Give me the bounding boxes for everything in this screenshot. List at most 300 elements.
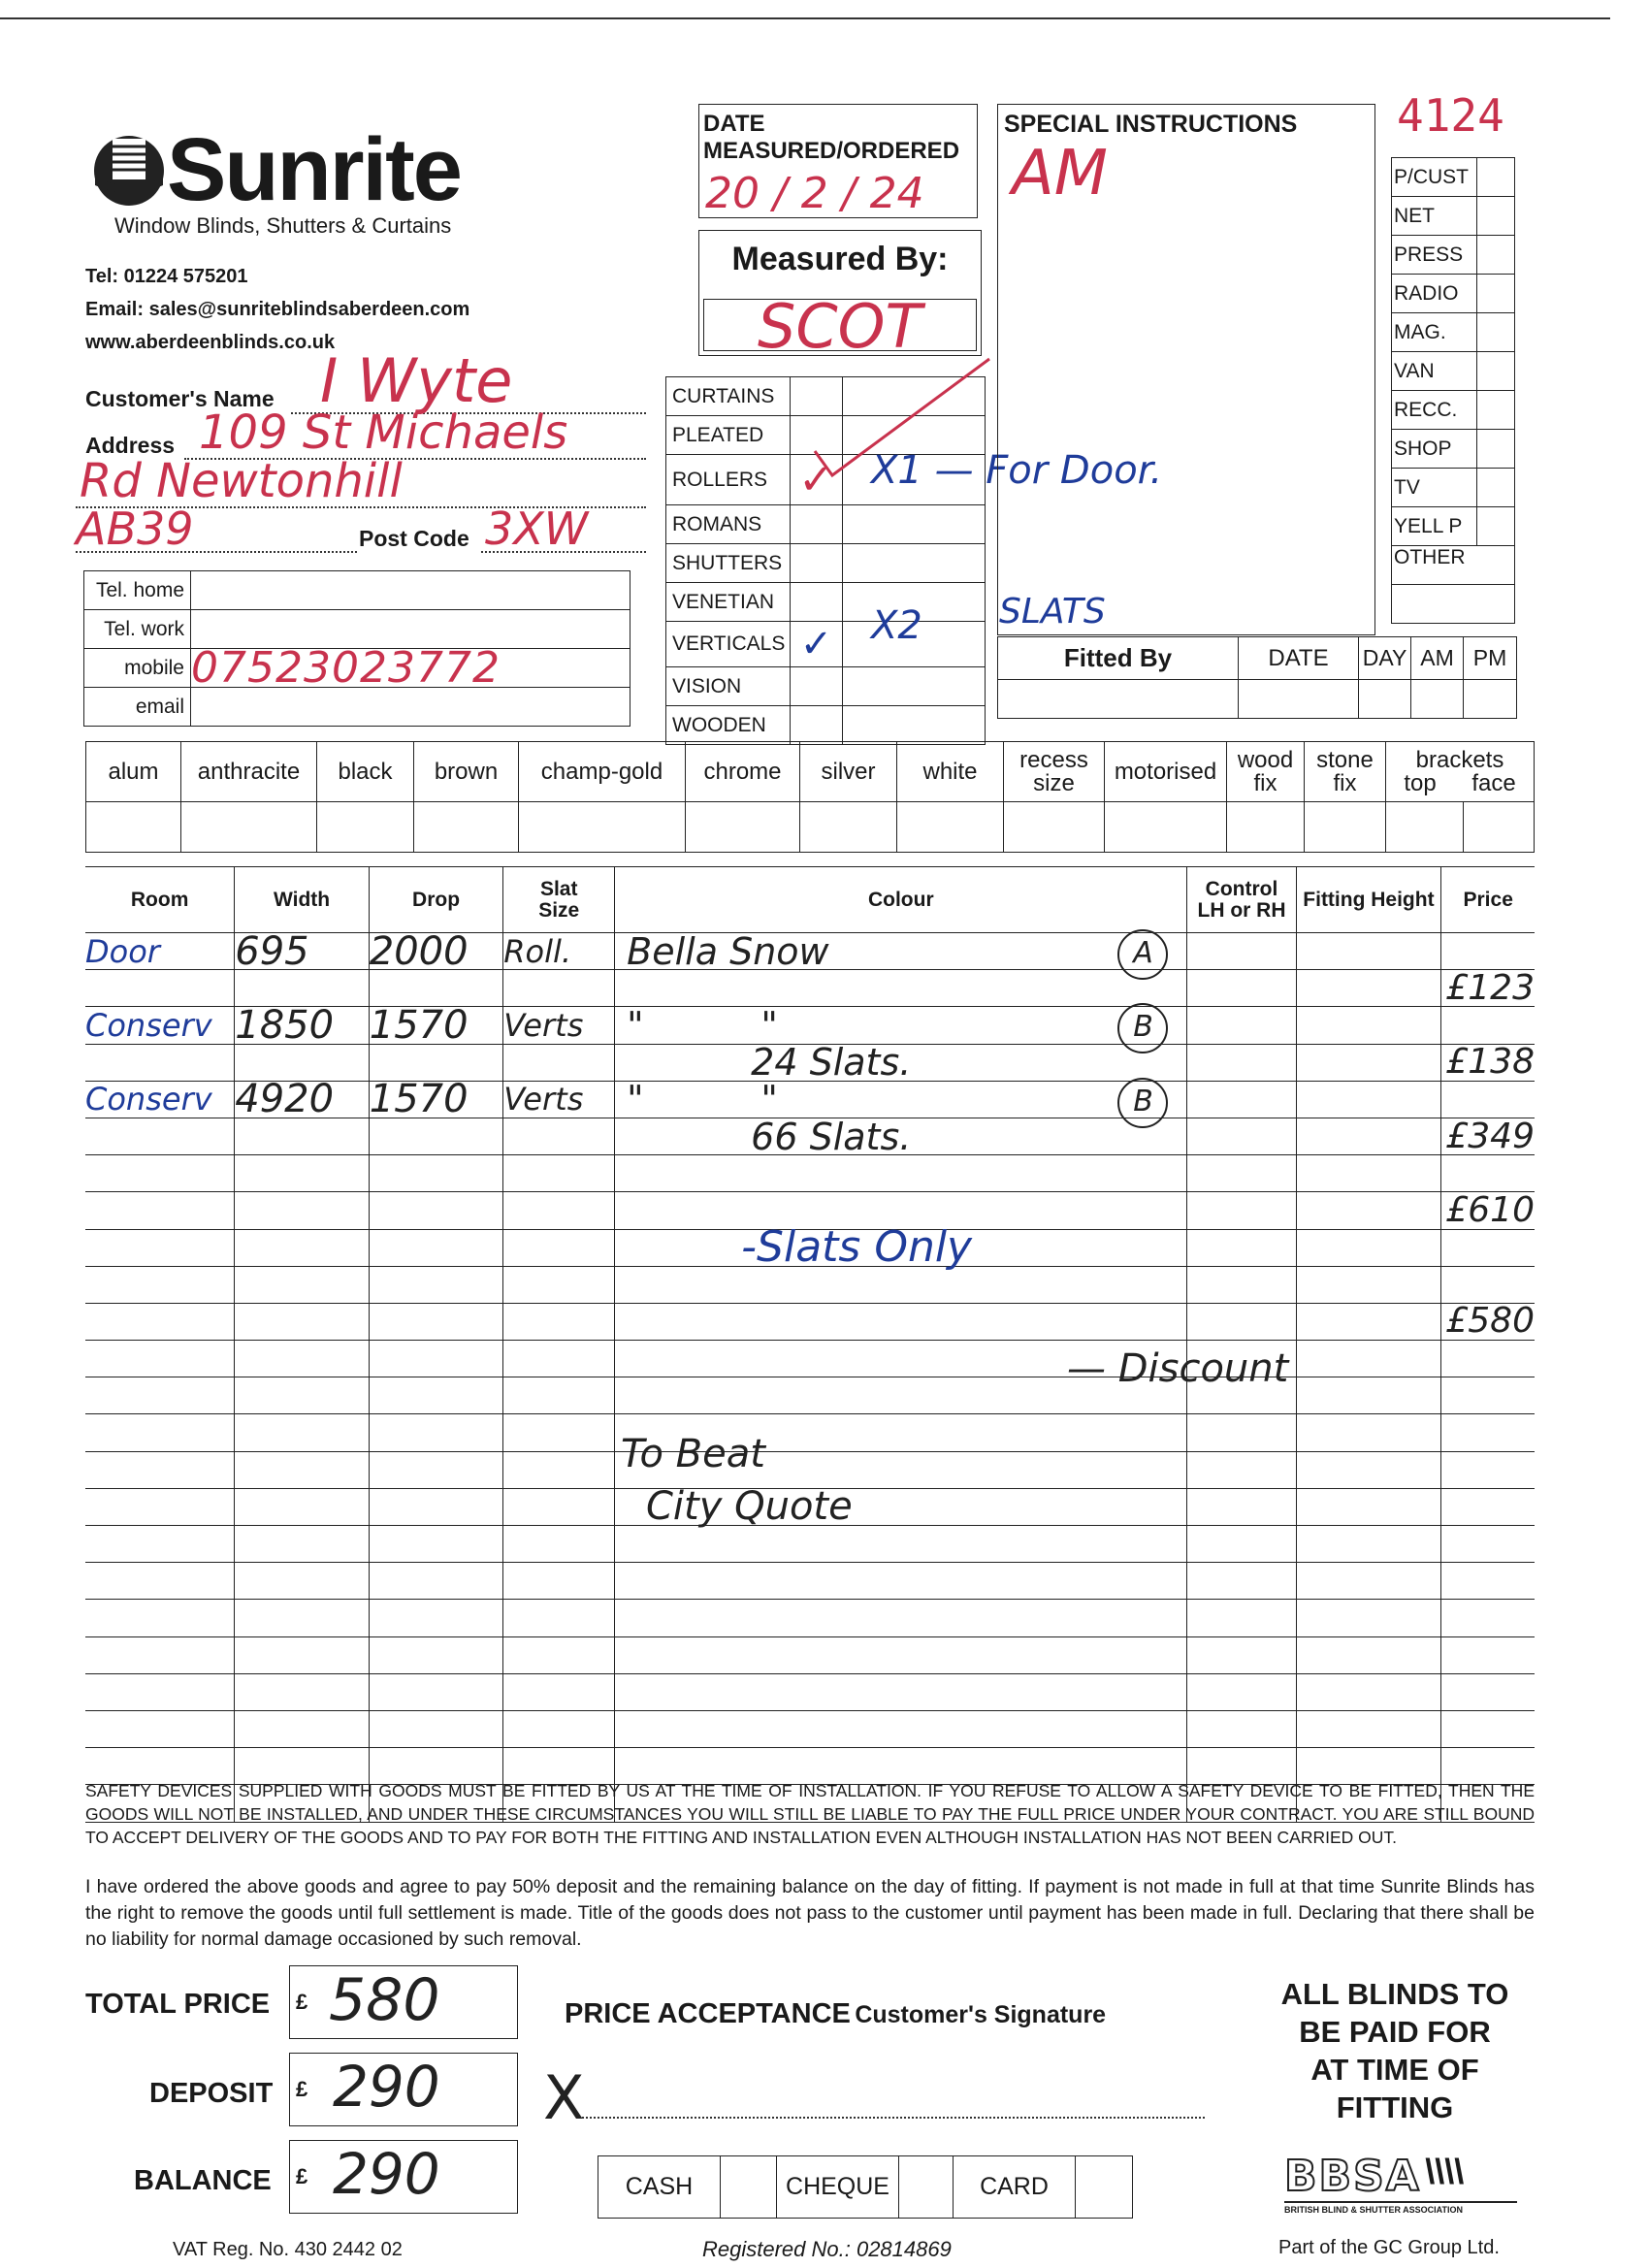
width-cell[interactable]	[235, 1192, 370, 1229]
width-cell[interactable]	[235, 1303, 370, 1340]
option-cell[interactable]	[414, 802, 519, 853]
price-acceptance-label: PRICE ACCEPTANCE	[565, 1998, 851, 2029]
option-cell[interactable]	[1386, 802, 1464, 853]
width-cell[interactable]	[235, 1118, 370, 1154]
price-cell[interactable]	[1441, 1266, 1535, 1303]
room-cell[interactable]	[85, 1673, 235, 1710]
drop-cell[interactable]: 2000	[369, 933, 503, 970]
brackets-top-label: top	[1404, 769, 1437, 796]
width-cell[interactable]	[235, 1266, 370, 1303]
date-value[interactable]: 20 / 2 / 24	[705, 169, 924, 218]
colour-cell[interactable]: 24 Slats.	[615, 1044, 1187, 1081]
drop-cell[interactable]	[369, 1563, 503, 1600]
slat-cell[interactable]	[503, 1414, 615, 1451]
fitted-day-value[interactable]	[1359, 680, 1411, 719]
room-cell[interactable]	[85, 1710, 235, 1747]
colour-cell[interactable]: " "	[615, 1007, 1187, 1044]
option-cell[interactable]	[181, 802, 317, 853]
width-cell[interactable]	[235, 1414, 370, 1451]
drop-cell[interactable]	[369, 1266, 503, 1303]
slat-cell[interactable]	[503, 1488, 615, 1525]
slat-cell[interactable]	[503, 1710, 615, 1747]
phone-label: Tel. work	[84, 610, 191, 649]
control-cell[interactable]	[1133, 1007, 1296, 1045]
drop-cell[interactable]	[369, 1526, 503, 1563]
width-cell[interactable]: 695	[235, 933, 370, 970]
total-price-box[interactable]	[289, 1965, 518, 2039]
source-tick[interactable]	[1477, 507, 1515, 546]
control-cell[interactable]	[1187, 1044, 1296, 1081]
fitting-cell[interactable]	[1296, 1229, 1441, 1266]
fitting-cell[interactable]	[1296, 1488, 1441, 1525]
price-cell[interactable]	[1441, 1007, 1535, 1044]
room-cell[interactable]	[85, 1636, 235, 1673]
price-cell[interactable]	[1441, 1600, 1535, 1636]
room-cell[interactable]	[85, 1266, 235, 1303]
product-label: VENETIAN	[666, 583, 791, 622]
phone-value[interactable]	[191, 688, 630, 727]
slat-cell[interactable]	[503, 1563, 615, 1600]
slat-cell[interactable]	[503, 1303, 615, 1340]
room-cell[interactable]	[85, 1118, 235, 1154]
slat-cell[interactable]	[503, 1451, 615, 1488]
bbsa-sub: BRITISH BLIND & SHUTTER ASSOCIATION	[1284, 2201, 1517, 2215]
address-value-3[interactable]: AB39	[76, 502, 194, 555]
price-cell[interactable]	[1441, 1563, 1535, 1600]
option-label: alum	[86, 742, 181, 802]
price-cell[interactable]	[1441, 1341, 1535, 1377]
product-mark[interactable]: ✓	[791, 455, 843, 505]
fitting-cell[interactable]	[1296, 1155, 1441, 1192]
option-cell[interactable]	[1464, 802, 1535, 853]
control-cell[interactable]	[1187, 1414, 1296, 1451]
room-cell[interactable]	[85, 1377, 235, 1414]
width-cell[interactable]: 4920	[235, 1081, 370, 1118]
room-cell[interactable]	[85, 1192, 235, 1229]
drop-cell[interactable]	[369, 1451, 503, 1488]
postcode-value[interactable]: 3XW	[485, 502, 589, 555]
payment-cheque-label: CHEQUE	[777, 2156, 899, 2219]
col-colour: Colour	[615, 867, 1187, 933]
phone-value[interactable]	[191, 571, 630, 610]
col-fitting: Fitting Height	[1296, 867, 1441, 933]
room-cell[interactable]	[85, 1526, 235, 1563]
discount-note[interactable]: — Discount	[1067, 1346, 1289, 1391]
balance-box[interactable]	[289, 2140, 518, 2214]
product-mark[interactable]	[791, 706, 843, 745]
slat-cell[interactable]	[503, 1192, 615, 1229]
slat-cell[interactable]	[503, 1229, 615, 1266]
option-label: anthracite	[181, 742, 317, 802]
price-cell[interactable]: £580	[1441, 1303, 1535, 1340]
colour-cell[interactable]	[615, 970, 1187, 1007]
width-cell[interactable]	[235, 1673, 370, 1710]
width-cell[interactable]	[235, 1710, 370, 1747]
source-label: PRESS	[1392, 236, 1477, 275]
room-cell[interactable]	[85, 1229, 235, 1266]
measured-by-box	[698, 230, 982, 362]
control-cell[interactable]	[1187, 1118, 1296, 1154]
form-number: 4124	[1397, 89, 1504, 142]
control-cell[interactable]	[1187, 1451, 1296, 1488]
option-cell[interactable]	[86, 802, 181, 853]
table-row	[85, 1563, 1535, 1600]
room-cell[interactable]	[85, 1155, 235, 1192]
width-cell[interactable]	[235, 970, 370, 1007]
price-cell[interactable]	[1441, 933, 1535, 970]
source-table	[1391, 157, 1515, 624]
drop-cell[interactable]	[369, 1118, 503, 1154]
date-label: DATE MEASURED/ORDERED	[703, 111, 960, 164]
width-cell[interactable]	[235, 1526, 370, 1563]
price-cell[interactable]	[1441, 1451, 1535, 1488]
fitted-by-value[interactable]	[998, 680, 1239, 719]
table-row	[85, 1636, 1535, 1673]
control-cell[interactable]	[1187, 1563, 1296, 1600]
source-tick[interactable]	[1477, 158, 1515, 197]
colour-cell[interactable]: -Slats Only	[615, 1229, 1187, 1266]
address-value-1[interactable]: 109 St Michaels	[199, 405, 568, 460]
source-tick[interactable]	[1477, 469, 1515, 507]
balance-value[interactable]: 290	[333, 2141, 440, 2207]
colour-cell[interactable]: " "	[615, 1081, 1187, 1118]
source-tick[interactable]	[1477, 313, 1515, 352]
width-cell[interactable]: 1850	[235, 1007, 370, 1044]
control-cell[interactable]	[1187, 1673, 1296, 1710]
drop-cell[interactable]	[369, 1044, 503, 1081]
product-note[interactable]	[843, 706, 986, 745]
product-note[interactable]	[843, 544, 986, 583]
price-cell[interactable]	[1441, 1636, 1535, 1673]
colour-cell[interactable]	[615, 1600, 1187, 1636]
slat-cell[interactable]: Verts	[503, 1081, 615, 1118]
fitting-cell[interactable]	[1296, 1118, 1441, 1154]
measured-by-value[interactable]: SCOT	[758, 291, 922, 362]
price-cell[interactable]	[1441, 1673, 1535, 1710]
price-cell[interactable]	[1441, 1414, 1535, 1451]
table-row	[85, 1007, 1535, 1044]
fitting-cell[interactable]	[1296, 1600, 1441, 1636]
drop-cell[interactable]: 1570	[369, 1007, 503, 1044]
control-cell[interactable]	[1187, 970, 1296, 1007]
control-cell[interactable]	[1187, 1636, 1296, 1673]
width-cell[interactable]	[235, 1488, 370, 1525]
fitting-cell[interactable]	[1296, 1081, 1441, 1118]
option-label: black	[317, 742, 414, 802]
address-label: Address	[85, 433, 176, 458]
slats-note[interactable]: SLATS	[999, 592, 1106, 632]
product-note[interactable]	[843, 505, 986, 544]
slat-cell[interactable]	[503, 1044, 615, 1081]
drop-cell[interactable]	[369, 1600, 503, 1636]
width-cell[interactable]	[235, 1377, 370, 1414]
slat-cell[interactable]: Roll.	[503, 933, 615, 970]
fitting-cell[interactable]	[1296, 1563, 1441, 1600]
fitting-cell[interactable]	[1296, 1044, 1441, 1081]
width-cell[interactable]	[235, 1155, 370, 1192]
control-cell[interactable]	[1187, 1192, 1296, 1229]
payment-notice: ALL BLINDS TO BE PAID FOR AT TIME OF FITTING	[1280, 1977, 1509, 2124]
slat-cell[interactable]	[503, 1341, 615, 1377]
table-row	[85, 933, 1535, 970]
room-cell[interactable]	[85, 1303, 235, 1340]
slat-cell[interactable]	[503, 1673, 615, 1710]
brackets-label: brackets	[1415, 746, 1504, 773]
fitting-cell[interactable]	[1296, 1526, 1441, 1563]
source-spacer	[1392, 585, 1515, 624]
col-width: Width	[235, 867, 370, 933]
fitting-cell[interactable]	[1296, 1636, 1441, 1673]
colour-cell[interactable]	[615, 1636, 1187, 1673]
table-row	[85, 1118, 1535, 1154]
phone-table	[83, 570, 630, 727]
table-row	[85, 1600, 1535, 1636]
source-label: NET	[1392, 197, 1477, 236]
option-cell[interactable]	[1105, 802, 1227, 853]
fitting-cell[interactable]	[1296, 1192, 1441, 1229]
table-row	[85, 970, 1535, 1007]
table-row	[85, 1414, 1535, 1451]
source-label: YELL P	[1392, 507, 1477, 546]
option-label: stone fix	[1305, 742, 1386, 802]
control-cell[interactable]	[1187, 1600, 1296, 1636]
width-cell[interactable]	[235, 1563, 370, 1600]
payment-cheque-box[interactable]	[899, 2156, 954, 2219]
option-label: motorised	[1105, 742, 1227, 802]
safety-terms: SAFETY DEVICES SUPPLIED WITH GOODS MUST BE FITTED BY US AT THE TIME OF INSTALLATION. IF YOU REFUSE TO ALLOW A SAFETY DEVICE TO BE FITTED, THEN THE GOODS WILL NOT BE INSTALLED, AND UNDER THESE CIRCUMSTANCES YOU WILL STILL BE LIABLE TO PAY THE FULL PRICE UNDER YOUR CONTRACT. YOU ARE STILL BOUND TO ACCEPT DELIVERY OF THE GOODS AND TO PAY FOR BOTH THE FITTING AND INSTALLATION EVEN ALTHOUGH INSTALLATION HAS NOT BEEN CARRIED OUT.	[85, 1781, 1535, 1847]
col-price: Price	[1441, 867, 1535, 933]
price-cell[interactable]	[1441, 1488, 1535, 1525]
width-cell[interactable]	[235, 1044, 370, 1081]
colour-cell[interactable]	[615, 1673, 1187, 1710]
colour-cell[interactable]: 66 Slats.	[615, 1118, 1187, 1154]
price-cell[interactable]	[1441, 1155, 1535, 1192]
table-row	[85, 1229, 1535, 1266]
room-cell[interactable]	[85, 970, 235, 1007]
payment-card-box[interactable]	[1076, 2156, 1133, 2219]
room-cell[interactable]	[85, 1414, 235, 1451]
bbsa-logo	[1284, 2152, 1517, 2215]
colour-cell[interactable]	[615, 1710, 1187, 1747]
colour-cell[interactable]	[615, 1155, 1187, 1192]
price-cell[interactable]	[1441, 1710, 1535, 1747]
fitted-day-label: DAY	[1359, 637, 1411, 680]
phone-label: Tel. home	[84, 571, 191, 610]
payment-cash-box[interactable]	[721, 2156, 777, 2219]
brackets-face-label: face	[1471, 769, 1516, 796]
total-price-value[interactable]: 580	[329, 1966, 440, 2034]
colour-cell[interactable]	[615, 1303, 1187, 1340]
slat-cell[interactable]	[503, 1377, 615, 1414]
fitted-date-value[interactable]	[1239, 680, 1359, 719]
special-instructions-value[interactable]: AM	[1012, 138, 1108, 210]
fitting-cell[interactable]	[1296, 933, 1441, 970]
fitting-cell[interactable]	[1296, 1673, 1441, 1710]
price-cell[interactable]	[1441, 1377, 1535, 1414]
control-cell[interactable]	[1187, 1526, 1296, 1563]
drop-cell[interactable]: 1570	[369, 1081, 503, 1118]
source-tick[interactable]	[1477, 352, 1515, 391]
room-cell[interactable]: Conserv	[85, 1007, 235, 1044]
table-row	[85, 1341, 1535, 1377]
verticals-note[interactable]: X2	[871, 603, 922, 648]
price-cell[interactable]: £123	[1441, 970, 1535, 1007]
drop-cell[interactable]	[369, 1303, 503, 1340]
source-tick[interactable]	[1477, 275, 1515, 313]
postcode-label: Post Code	[359, 526, 469, 551]
product-mark[interactable]	[791, 583, 843, 622]
drop-cell[interactable]	[369, 1710, 503, 1747]
slat-cell[interactable]	[503, 1636, 615, 1673]
product-mark[interactable]	[791, 505, 843, 544]
price-cell[interactable]: £349	[1441, 1118, 1535, 1154]
col-slat: Slat Size	[503, 867, 615, 933]
brackets-sub	[1386, 769, 1534, 796]
price-cell[interactable]	[1441, 1229, 1535, 1266]
deposit-box[interactable]	[289, 2053, 518, 2126]
width-cell[interactable]	[235, 1341, 370, 1377]
bbsa-stripes-icon: \\\\	[1425, 2152, 1465, 2191]
product-label: VISION	[666, 667, 791, 706]
payment-terms: I have ordered the above goods and agree to pay 50% deposit and the remaining balance on the day of fitting. If payment is not made in full at that time Sunrite Blinds has the right to remove the goods until full settlement is made. Title of the goods does not pass to the customer until payment has been made in full. Declaring that there shall be no liability for normal damage occasioned by such removal.	[85, 1876, 1535, 1950]
special-instructions-box	[997, 104, 1375, 635]
slat-cell[interactable]	[503, 1155, 615, 1192]
drop-cell[interactable]	[369, 1229, 503, 1266]
drop-cell[interactable]	[369, 1673, 503, 1710]
room-cell[interactable]	[85, 1600, 235, 1636]
group-name: Part of the GC Group Ltd.	[1278, 2237, 1500, 2258]
product-mark[interactable]	[791, 667, 843, 706]
fitting-cell[interactable]	[1296, 1710, 1441, 1747]
slat-cell[interactable]	[503, 970, 615, 1007]
slat-cell[interactable]	[503, 1600, 615, 1636]
control-cell[interactable]	[1133, 1081, 1296, 1118]
deposit-value[interactable]: 290	[333, 2054, 440, 2120]
fitted-by-label: Fitted By	[998, 637, 1239, 680]
room-cell[interactable]	[85, 1488, 235, 1525]
slat-cell[interactable]: Verts	[503, 1007, 615, 1044]
control-cell[interactable]	[1133, 933, 1296, 970]
control-cell[interactable]	[1187, 1266, 1296, 1303]
option-cell[interactable]	[686, 802, 800, 853]
room-cell[interactable]: Conserv	[85, 1081, 235, 1118]
control-cell[interactable]	[1187, 1155, 1296, 1192]
source-tick[interactable]	[1477, 197, 1515, 236]
fitted-pm-value[interactable]	[1464, 680, 1517, 719]
drop-cell[interactable]	[369, 1155, 503, 1192]
colour-cell[interactable]	[615, 1526, 1187, 1563]
fitting-cell[interactable]	[1296, 1341, 1441, 1377]
control-cell[interactable]	[1187, 1303, 1296, 1340]
source-tick[interactable]	[1477, 236, 1515, 275]
drop-cell[interactable]	[369, 1377, 503, 1414]
width-cell[interactable]	[235, 1229, 370, 1266]
rollers-note[interactable]: X1 — For Door.	[871, 448, 1163, 493]
product-mark[interactable]	[791, 544, 843, 583]
control-cell[interactable]	[1187, 1488, 1296, 1525]
company-tel: Tel: 01224 575201	[85, 266, 248, 287]
option-cell[interactable]	[317, 802, 414, 853]
customer-name-value[interactable]: I Wyte	[320, 345, 513, 416]
drop-cell[interactable]	[369, 1414, 503, 1451]
product-mark[interactable]: ✓	[791, 622, 843, 667]
drop-cell[interactable]	[369, 970, 503, 1007]
colour-cell[interactable]: Bella Snow	[615, 933, 1187, 970]
room-cell[interactable]	[85, 1451, 235, 1488]
drop-cell[interactable]	[369, 1341, 503, 1377]
fitting-cell[interactable]	[1296, 970, 1441, 1007]
company-web: www.aberdeenblinds.co.uk	[85, 332, 336, 353]
source-label: OTHER	[1392, 546, 1515, 585]
control-cell[interactable]	[1187, 1229, 1296, 1266]
control-cell[interactable]	[1187, 1710, 1296, 1747]
source-label: MAG.	[1392, 313, 1477, 352]
option-cell[interactable]	[897, 802, 1004, 853]
quote-note-line-2[interactable]: City Quote	[646, 1484, 853, 1529]
source-tick[interactable]	[1477, 391, 1515, 430]
room-cell[interactable]	[85, 1341, 235, 1377]
fitted-am-value[interactable]	[1411, 680, 1464, 719]
option-cell[interactable]	[1227, 802, 1305, 853]
slat-cell[interactable]	[503, 1266, 615, 1303]
slat-cell[interactable]	[503, 1118, 615, 1154]
drop-cell[interactable]	[369, 1636, 503, 1673]
product-note[interactable]	[843, 667, 986, 706]
option-cell[interactable]	[800, 802, 897, 853]
mobile-value[interactable]: 07523023772	[191, 649, 630, 688]
price-cell[interactable]: £610	[1441, 1192, 1535, 1229]
quote-note-line-1[interactable]: To Beat	[621, 1432, 765, 1476]
option-cell[interactable]	[1004, 802, 1105, 853]
source-tick[interactable]	[1477, 430, 1515, 469]
fitting-cell[interactable]	[1296, 1451, 1441, 1488]
total-price-label: TOTAL PRICE	[85, 1989, 271, 2020]
drop-cell[interactable]	[369, 1488, 503, 1525]
table-row	[85, 1710, 1535, 1747]
source-label: RECC.	[1392, 391, 1477, 430]
room-cell[interactable]	[85, 1563, 235, 1600]
width-cell[interactable]	[235, 1600, 370, 1636]
fitting-cell[interactable]	[1296, 1266, 1441, 1303]
width-cell[interactable]	[235, 1636, 370, 1673]
price-cell[interactable]	[1441, 1526, 1535, 1563]
room-cell[interactable]	[85, 1044, 235, 1081]
room-cell[interactable]: Door	[85, 933, 235, 970]
address-value-2[interactable]: Rd Newtonhill	[80, 454, 403, 508]
width-cell[interactable]	[235, 1451, 370, 1488]
price-acceptance	[565, 1998, 1106, 2030]
blind-logo-icon	[85, 127, 173, 214]
price-cell[interactable]	[1441, 1081, 1535, 1118]
option-cell[interactable]	[1305, 802, 1386, 853]
slat-cell[interactable]	[503, 1526, 615, 1563]
fitting-cell[interactable]	[1296, 1007, 1441, 1044]
fitting-cell[interactable]	[1296, 1414, 1441, 1451]
col-room: Room	[85, 867, 235, 933]
fitting-cell[interactable]	[1296, 1377, 1441, 1414]
colour-cell[interactable]	[615, 1563, 1187, 1600]
special-instructions-label: SPECIAL INSTRUCTIONS	[1004, 111, 1298, 138]
drop-cell[interactable]	[369, 1192, 503, 1229]
fitted-date-label: DATE	[1239, 637, 1359, 680]
signature-mark[interactable]: X	[543, 2062, 585, 2133]
option-cell[interactable]	[519, 802, 686, 853]
date-box	[698, 104, 978, 218]
customer-name-label: Customer's Name	[85, 386, 275, 411]
fitted-pm-label: PM	[1464, 637, 1517, 680]
fitting-cell[interactable]	[1296, 1303, 1441, 1340]
price-cell[interactable]: £138	[1441, 1044, 1535, 1081]
